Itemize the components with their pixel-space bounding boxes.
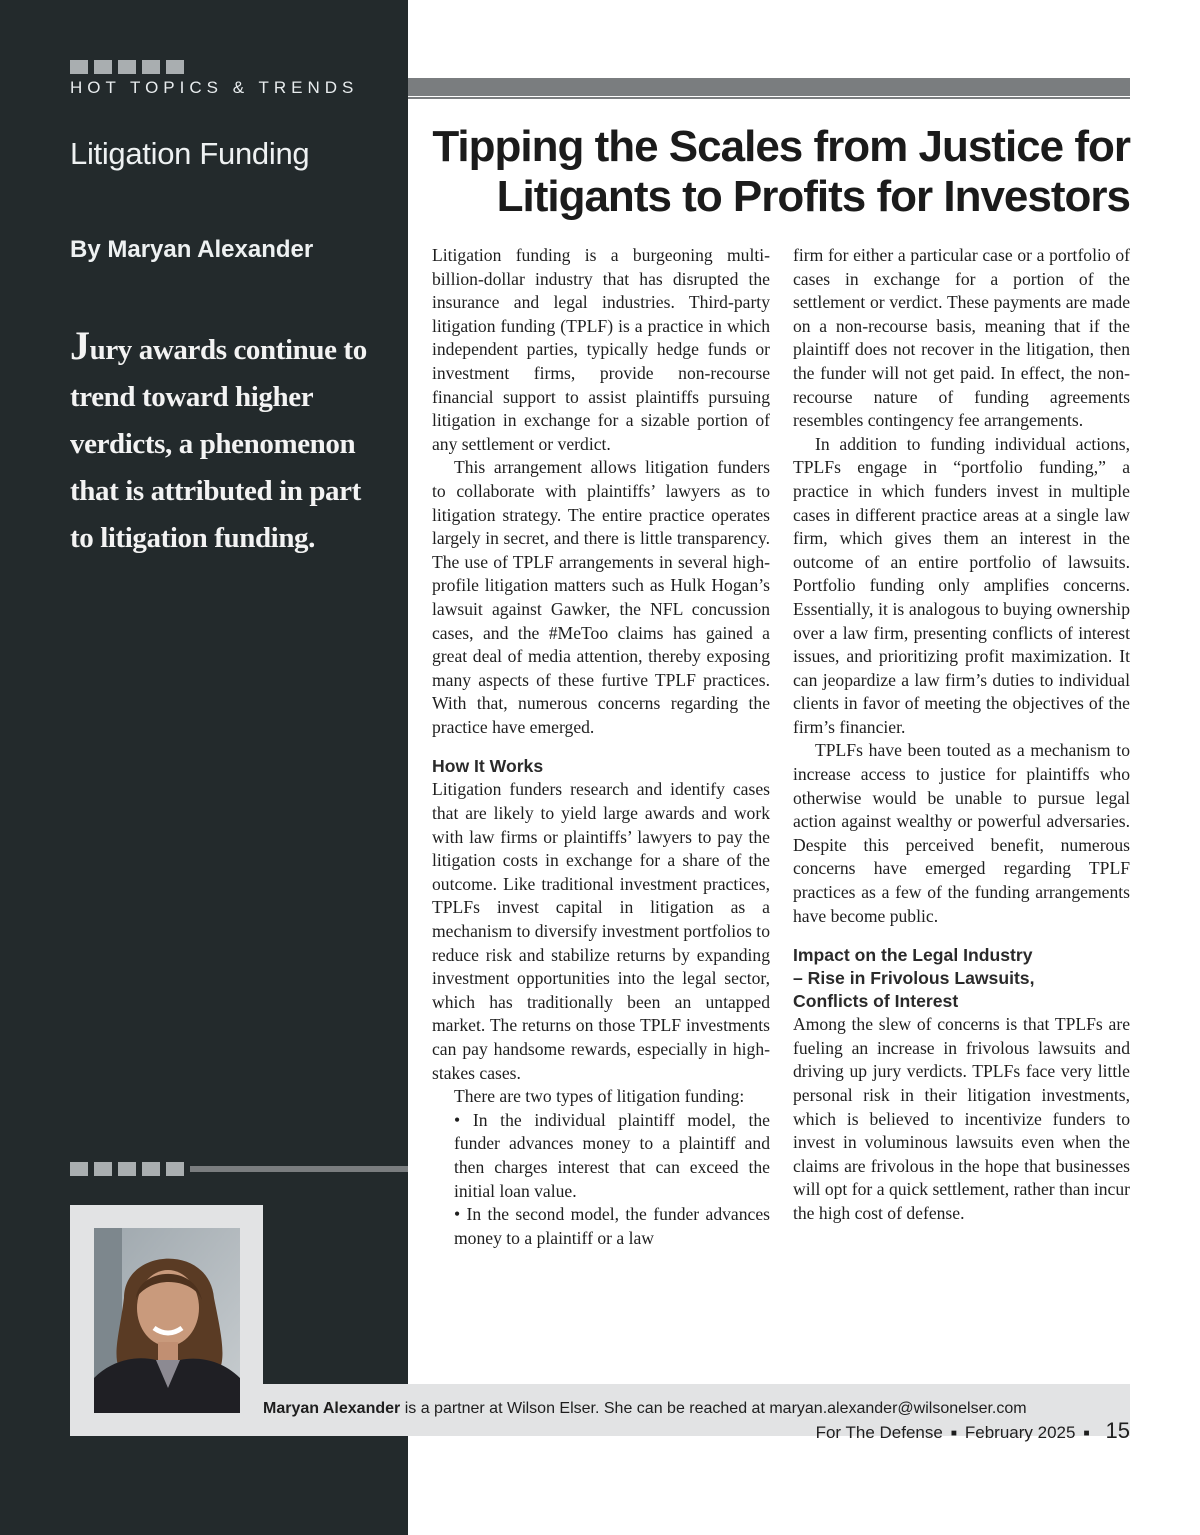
headline-line-1: Tipping the Scales from Justice for <box>432 122 1130 171</box>
article-headline <box>420 122 1130 222</box>
footer-separator-icon: ■ <box>950 1428 957 1439</box>
pull-quote-initial: J <box>70 323 90 368</box>
subheading-line: Impact on the Legal Industry <box>793 945 1033 966</box>
list-item: • In the second model, the funder advances money to a plaintiff or a law <box>454 1204 770 1248</box>
paragraph: In addition to funding individual actions, TPLFs engage in “portfolio funding,” a practice in which funders invest in multiple cases in different practice areas at a single law firm, which gives them an interest in the outcome of an entire portfolio of lawsuits. Portfolio funding only amplifies concerns. Essentially, it is analogous to buying ownership over a law firm, presenting conflicts of interest issues, and prioritizing profit maximization. It can jeopardize a law firm’s duties to individual clients in favor of meeting the objectives of the firm’s financier. <box>793 433 1130 737</box>
page-footer <box>816 1418 1130 1444</box>
paragraph: This arrangement allows litigation funders to collaborate with plaintiffs’ lawyers as to litigation strategy. The entire practice operates largely in secret, and there is little transparency. The use of TPLF arrangements in several high-profile litigation matters such as Hulk Hogan’s lawsuit against Gawker, the NFL concussion cases, and the #MeToo claims has gained a great deal of media attention, thereby exposing many aspects of these furtive TPLF practices. With that, numerous concerns regarding the practice have emerged. <box>432 457 770 737</box>
byline: By Maryan Alexander <box>70 236 314 263</box>
author-bio <box>263 1400 1027 1418</box>
subheading-impact <box>793 944 1130 1013</box>
footer-separator-icon: ■ <box>1083 1428 1090 1439</box>
paragraph: firm for either a particular case or a portfolio of cases in exchange for a portion of the settlement or verdict. These payments are made on a non-recourse basis, meaning that if the plaintiff does not recover in the litigation, then the funder will not get paid. In effect, the non-recourse nature of funding agreements resembles contingency fee arrangements. <box>793 245 1130 431</box>
section-label: HOT TOPICS & TRENDS <box>70 78 359 97</box>
author-name: Maryan Alexander <box>263 1400 401 1417</box>
author-photo <box>94 1228 240 1413</box>
headline-line-2: Litigants to Profits for Investors <box>496 172 1130 221</box>
author-bio-text: is a partner at Wilson Elser. She can be reached at maryan.alexander@wilsonelser.com <box>400 1400 1027 1417</box>
issue-date: February 2025 <box>964 1423 1076 1442</box>
decorative-squares-top <box>70 60 184 74</box>
subheading-line: – Rise in Frivolous Lawsuits, <box>793 968 1035 989</box>
pull-quote <box>70 322 390 562</box>
article-column-left <box>432 244 770 1250</box>
section-header-underline <box>408 97 1130 99</box>
paragraph: Among the slew of concerns is that TPLFs are fueling an increase in frivolous lawsuits and driving up jury verdicts. TPLFs face very little personal risk in their litigation investments, which is believed to incentivize funders to invest in voluminous lawsuits even when the claims are frivolous in the hope that businesses will opt for a quick settlement, rather than incur the high cost of defense. <box>793 1014 1130 1223</box>
subheading-line: Conflicts of Interest <box>793 991 959 1012</box>
paragraph: TPLFs have been touted as a mechanism to increase access to justice for plaintiffs who otherwise would be unable to pursue legal action against wealthy or powerful adversaries. Despite this perceived benefit, numerous concerns have emerged regarding TPLF practices as a few of the funding arrangements have become public. <box>793 740 1130 926</box>
section-header-rule <box>408 78 1130 96</box>
list-item: • In the individual plaintiff model, the funder advances money to a plaintiff and then charges interest that can exceed the initial loan value. <box>454 1109 770 1201</box>
article-column-right <box>793 244 1130 1226</box>
paragraph: Litigation funders research and identify cases that are likely to yield large awards and work with law firms or plaintiffs’ lawyers to pay the litigation costs in exchange for a share of the outcome. Like traditional investment practices, TPLFs invest capital in litigation as a mechanism to diversify investment portfolios to reduce risk and stabilize returns by expanding investment opportunities into the legal sector, which has traditionally been an untapped market. The returns on those TPLF investments can pay handsome rewards, especially in high-stakes cases. <box>432 779 770 1083</box>
subheading-how-it-works: How It Works <box>432 756 544 777</box>
decorative-squares-bottom <box>70 1162 184 1176</box>
bottom-section-rule <box>190 1166 408 1172</box>
page-number: 15 <box>1105 1418 1130 1443</box>
paragraph: There are two types of litigation funding: <box>454 1086 745 1107</box>
pull-quote-text: ury awards continue to trend toward higher verdicts, a phenomenon that is attributed in part to litigation funding. <box>70 334 367 554</box>
paragraph: Litigation funding is a burgeoning multi-billion-dollar industry that has disrupted the insurance and legal industries. Third-party litigation funding (TPLF) is a practice in which independent parties, typically hedge funds or investment firms, provide non-recourse financial support to assist plaintiffs pursuing litigation in exchange for a sizable portion of any settlement or verdict. <box>432 245 770 454</box>
topic-title: Litigation Funding <box>70 136 310 171</box>
publication-name: For The Defense <box>815 1423 943 1442</box>
